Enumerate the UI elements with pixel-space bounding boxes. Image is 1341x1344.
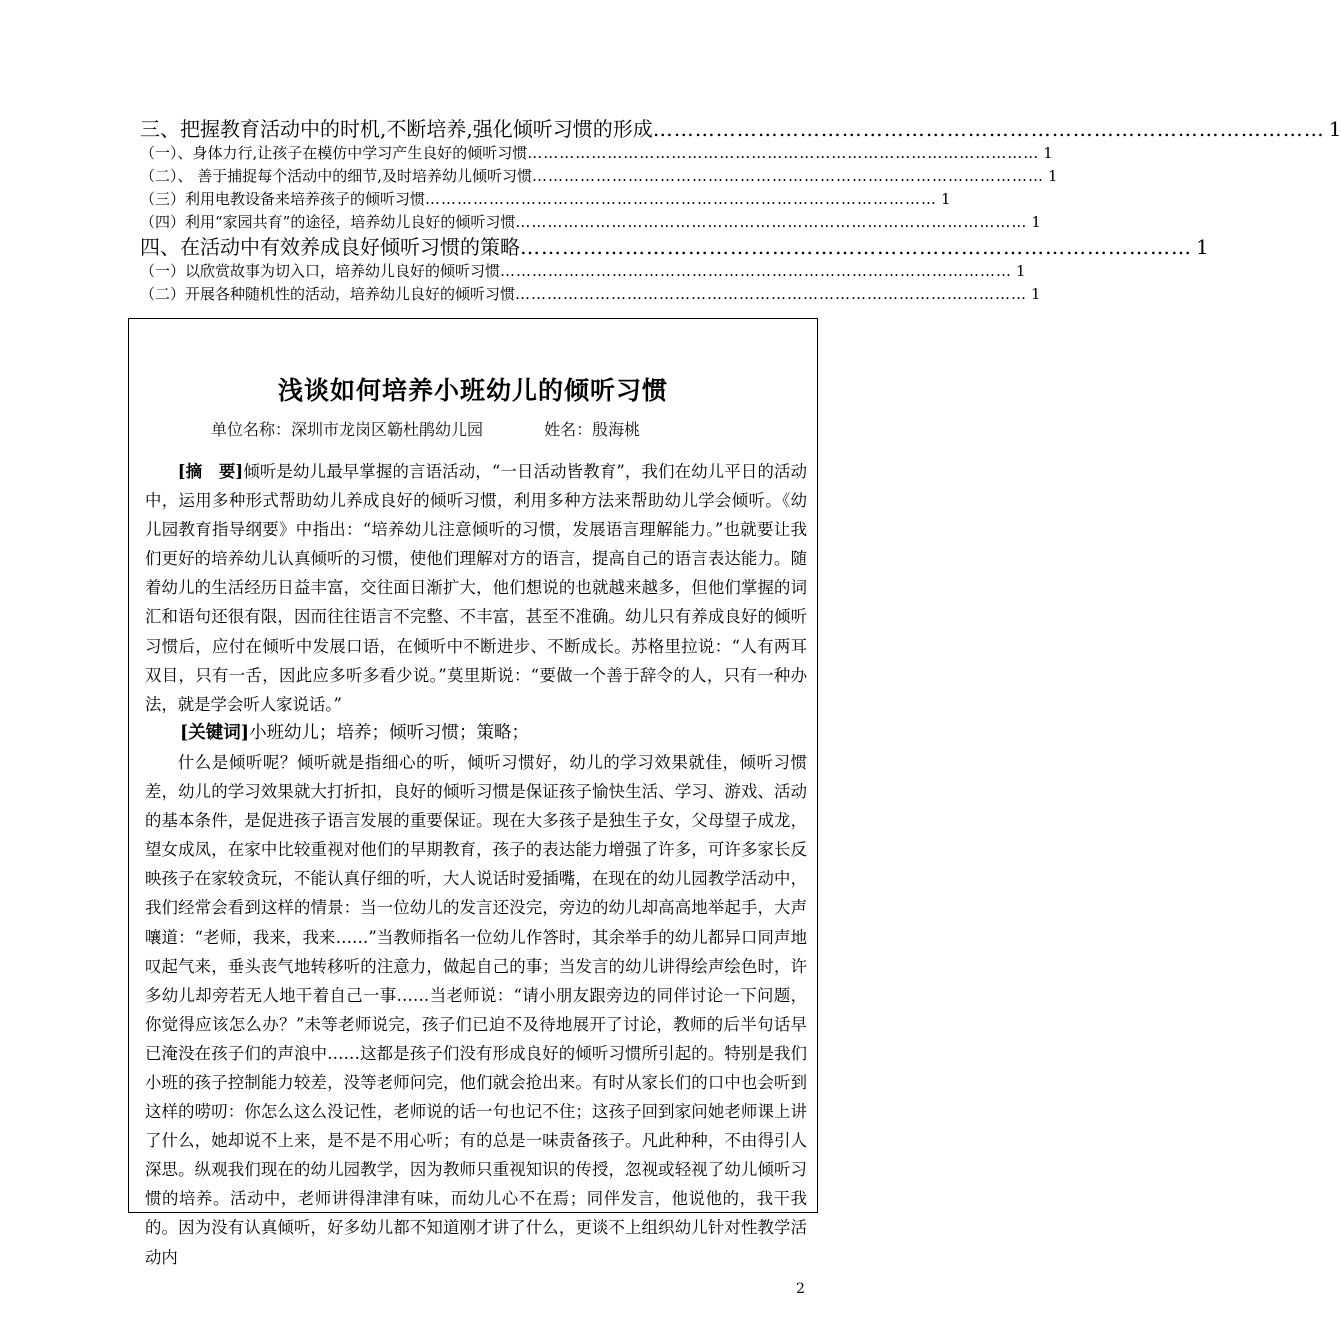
toc-entry-text: （二）、 善于捕捉每个活动中的细节,及时培养幼儿倾听习惯: [140, 167, 533, 185]
abstract-label: [摘 要]: [177, 462, 244, 481]
toc-entry[interactable]: [140, 260, 1026, 283]
keywords-text: 小班幼儿；培养；倾听习惯；策略；: [249, 722, 530, 743]
unit-name: 单位名称：深圳市龙岗区簕杜鹃幼儿园: [211, 420, 484, 439]
toc-entry-page: 1: [1328, 117, 1341, 141]
toc-leader-dots: ……………………………………………………………………………………: [520, 235, 1192, 259]
abstract-text: 倾听是幼儿最早掌握的言语活动，“一日活动皆教育”，我们在幼儿平日的活动中，运用多种形式帮助幼儿养成良好的倾听习惯，利用多种方法来帮助幼儿学会倾听。《幼儿园教育指导纲要》中指出：“培养幼儿注意倾听的习惯，发展语言理解能力。”也就要让我们更好的培养幼儿认真倾听的习惯，使他们理解对方的语言，提高自己的语言表达能力。随着幼儿的生活经历日益丰富，交往面日渐扩大，他们想说的也就越来越多，但他们掌握的词汇和语句还很有限，因而往往语言不完整、不丰富，甚至不准确。幼儿只有养成良好的倾听习惯后，应付在倾听中发展口语，在倾听中不断进步、不断成长。苏格里拉说：“人有两耳双目，只有一舌，因此应多听多看少说。”莫里斯说：“要做一个善于辞令的人，只有一种办法，就是学会听人家说话。”: [145, 462, 807, 714]
body-paragraph: 什么是倾听呢？倾听就是指细心的听，倾听习惯好，幼儿的学习效果就佳，倾听习惯差，幼儿的学习效果就大打折扣，良好的倾听习惯是保证孩子愉快生活、学习、游戏、活动的基本条件，是促进孩子语言发展的重要保证。现在大多孩子是独生子女，父母望子成龙，望女成凤，在家中比较重视对他们的早期教育，孩子的表达能力增强了许多，可许多家长反映孩子在家较贪玩，不能认真仔细的听，大人说话时爱插嘴，在现在的幼儿园教学活动中，我们经常会看到这样的情景：当一位幼儿的发言还没完，旁边的幼儿却高高地举起手，大声嚷道：“老师，我来，我来……”当教师指名一位幼儿作答时，其余举手的幼儿都异口同声地叹起气来，垂头丧气地转移听的注意力，做起自己的事；当发言的幼儿讲得绘声绘色时，许多幼儿却旁若无人地干着自己一事……当老师说：“请小朋友跟旁边的同伴讨论一下问题，你觉得应该怎么办？”未等老师说完，孩子们已迫不及待地展开了讨论，教师的后半句话早已淹没在孩子们的声浪中……这都是孩子们没有形成良好的倾听习惯所引起的。特别是我们小班的孩子控制能力较差，没等老师问完，他们就会抢出来。有时从家长们的口中也会听到这样的唠叨：你怎么这么没记性，老师说的话一句也记不住；这孩子回到家问她老师课上讲了什么，她却说不上来，是不是不用心听；有的总是一味责备孩子。凡此种种，不由得引人深思。纵观我们现在的幼儿园教学，因为教师只重视知识的传授，忽视或轻视了幼儿倾听习惯的培养。活动中，老师讲得津津有味，而幼儿心不在焉；同伴发言，他说他的，我干我的。因为没有认真倾听，好多幼儿都不知道刚才讲了什么，更谈不上组织幼儿针对性教学活动内: [145, 752, 807, 1267]
toc-leader-dots: ……………………………………………………………………………………: [500, 262, 1013, 280]
page-number: 2: [796, 1281, 805, 1297]
toc-entry[interactable]: [140, 188, 951, 211]
toc-leader-dots: ……………………………………………………………………………………: [515, 213, 1028, 231]
author-info: [129, 417, 817, 440]
toc-entry-text: 四、在活动中有效养成良好倾听习惯的策略: [140, 235, 520, 259]
toc-leader-dots: ……………………………………………………………………………………: [425, 190, 938, 208]
toc-entry-page: 1: [1043, 144, 1053, 162]
toc-entry[interactable]: [140, 283, 1041, 306]
toc-leader-dots: ……………………………………………………………………………………: [527, 144, 1040, 162]
toc-entry-text: （二）开展各种随机性的活动，培养幼儿良好的倾听习惯: [140, 285, 516, 303]
toc-entry-text: （一）、身体力行,让孩子在模仿中学习产生良好的倾听习惯: [140, 144, 528, 162]
toc-entry[interactable]: [140, 116, 1341, 142]
toc-entry-page: 1: [1031, 213, 1041, 231]
toc-entry-page: 1: [941, 190, 951, 208]
toc-entry[interactable]: [140, 165, 1058, 188]
toc-entry-page: 1: [1016, 262, 1026, 280]
toc-entry[interactable]: [140, 234, 1209, 260]
toc-leader-dots: ……………………………………………………………………………………: [652, 117, 1325, 141]
toc-entry-text: （三）利用电教设备来培养孩子的倾听习惯: [140, 190, 426, 208]
abstract-paragraph: [145, 457, 807, 719]
article-content: [145, 457, 807, 1272]
toc-entry-page: 1: [1048, 167, 1058, 185]
toc-entry-page: 1: [1031, 285, 1041, 303]
keywords-paragraph: [145, 719, 807, 748]
toc-entry[interactable]: [140, 142, 1053, 165]
table-of-contents: [140, 116, 1341, 306]
toc-entry-text: 三、把握教育活动中的时机,不断培养,强化倾听习惯的形成: [140, 117, 653, 141]
toc-entry[interactable]: [140, 211, 1041, 234]
toc-entry-text: （一）以欣赏故事为切入口，培养幼儿良好的倾听习惯: [140, 262, 501, 280]
toc-entry-text: （四）利用“家园共育”的途径，培养幼儿良好的倾听习惯: [140, 213, 516, 231]
toc-leader-dots: ……………………………………………………………………………………: [532, 167, 1045, 185]
article-title: 浅谈如何培养小班幼儿的倾听习惯: [277, 376, 668, 405]
toc-entry-page: 1: [1196, 235, 1209, 259]
keywords-label: [关键词]: [180, 722, 250, 743]
article-frame: [128, 318, 818, 1267]
toc-leader-dots: ……………………………………………………………………………………: [515, 285, 1028, 303]
author-name: 姓名：殷海桃: [544, 420, 641, 439]
